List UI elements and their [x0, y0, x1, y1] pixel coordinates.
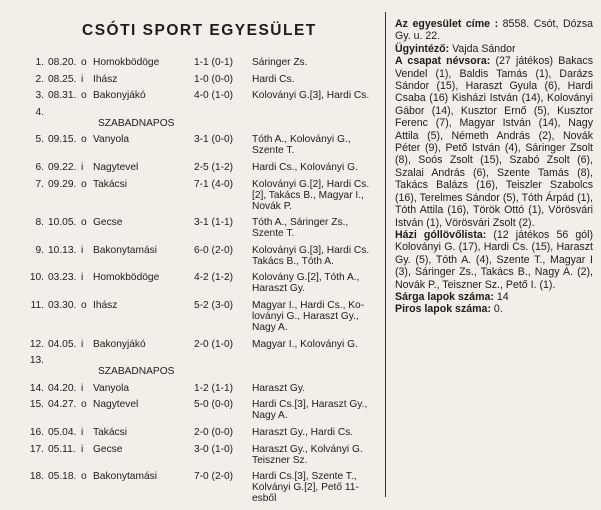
match-date: 04.20.	[48, 382, 77, 394]
match-number: 9.	[35, 244, 44, 256]
match-number: 17.	[29, 443, 44, 455]
match-opponent: Homokbödöge	[93, 272, 160, 284]
red-cards-label: Piros lapok száma:	[395, 303, 491, 316]
page-title: CSÓTI SPORT EGYESÜLET	[82, 22, 317, 39]
match-scorers: Tóth A., Sáringer Zs.,	[252, 217, 349, 229]
leader-paragraph	[395, 43, 593, 55]
match-number: 8.	[35, 217, 44, 229]
match-date: 08.25.	[48, 73, 77, 85]
match-row	[16, 179, 378, 212]
match-venue: i	[81, 161, 84, 173]
match-row	[16, 383, 378, 394]
match-scorers: Szente T.	[252, 145, 295, 157]
match-number: 14.	[29, 382, 44, 394]
match-row	[16, 90, 378, 101]
match-result: 2-0 (0-0)	[194, 426, 234, 438]
match-number: 11.	[30, 299, 44, 311]
roster-label: A csapat névsora:	[395, 55, 491, 68]
match-number: 10.	[29, 272, 44, 284]
match-row	[16, 355, 378, 377]
match-scorers: Haraszt Gy., Kolványi G.	[252, 443, 363, 455]
match-opponent: Nagytevel	[93, 161, 139, 173]
red-cards-value: 0.	[490, 303, 503, 316]
match-result: 3-0 (1-0)	[194, 443, 234, 455]
rest-day-label: SZABADNAPOS	[98, 117, 175, 129]
rest-day-label: SZABADNAPOS	[98, 366, 175, 378]
match-scorers: Magyar I., Hardi Cs., Ko-	[252, 299, 365, 311]
match-opponent: Gecse	[93, 443, 123, 455]
match-date: 09.15.	[48, 134, 77, 146]
match-row	[16, 107, 378, 129]
match-scorers: Magyar I., Koloványi G.	[252, 338, 358, 350]
match-scorers: Haraszt Gy., Hardi Cs.	[252, 426, 354, 438]
scorers-paragraph	[395, 229, 593, 291]
match-row	[16, 134, 378, 156]
match-number: 12.	[29, 338, 44, 350]
roster-paragraph	[395, 55, 593, 229]
match-result: 2-0 (1-0)	[194, 338, 234, 350]
match-venue: i	[81, 426, 84, 438]
match-scorers: Hardi Cs.	[252, 73, 295, 85]
match-result: 1-2 (1-1)	[194, 382, 234, 394]
match-venue: i	[81, 443, 84, 455]
match-scorers: Kolovány G.[2], Tóth A.,	[252, 272, 360, 284]
roster-count: (27 játékos)	[490, 55, 554, 68]
match-number: 3.	[35, 90, 44, 102]
match-opponent: Bakonyjákó	[93, 338, 146, 350]
scorers-count: (12 játékos 56 gól)	[486, 228, 593, 241]
match-number: 2.	[35, 73, 44, 85]
match-scorers: Koloványi G.[3], Hardi Cs.	[252, 90, 370, 102]
match-date: 08.20.	[48, 57, 77, 68]
match-venue: o	[81, 471, 87, 483]
match-date: 09.22.	[48, 161, 77, 173]
match-scorers: Haraszt Gy.	[252, 283, 306, 295]
match-row	[16, 444, 378, 466]
match-scorers: Koloványi G.[2], Hardi Cs.	[252, 178, 370, 190]
match-date: 04.05.	[48, 338, 77, 350]
yellow-cards-paragraph	[395, 291, 593, 303]
match-date: 10.13.	[48, 244, 77, 256]
match-date: 09.29.	[48, 178, 77, 190]
match-number: 18.	[29, 471, 44, 483]
match-venue: o	[81, 178, 87, 190]
match-result: 3-1 (0-0)	[194, 134, 234, 146]
match-number: 16.	[29, 426, 44, 438]
match-scorers: Nagy A.	[252, 410, 288, 422]
match-scorers: Kolványi G.[2], Pető 11-	[252, 482, 359, 494]
match-venue: o	[81, 299, 87, 311]
match-result: 6-0 (2-0)	[194, 244, 234, 256]
match-number: 13.	[29, 355, 44, 367]
match-result: 5-2 (3-0)	[194, 299, 234, 311]
match-date: 03.23.	[48, 272, 77, 284]
match-date: 04.27.	[48, 399, 77, 411]
leader-label: Ügyintéző:	[395, 42, 450, 55]
match-result: 4-0 (1-0)	[194, 90, 234, 102]
red-cards-paragraph	[395, 303, 593, 315]
match-opponent: Vanyola	[93, 134, 130, 146]
match-scorers: loványi G., Haraszt Gy.,	[252, 310, 359, 322]
match-scorers: Novák P.	[252, 200, 293, 212]
match-opponent: Nagytevel	[93, 399, 139, 411]
match-date: 03.30.	[48, 299, 77, 311]
match-row	[16, 399, 378, 421]
club-info	[395, 18, 593, 316]
match-scorers: [2], Takács B., Magyar I.,	[252, 189, 364, 201]
match-row	[16, 471, 378, 504]
leader-value: Vajda Sándor	[449, 42, 516, 55]
match-date: 05.11.	[48, 443, 76, 455]
column-divider	[385, 12, 386, 497]
match-venue: i	[81, 244, 84, 256]
match-row	[16, 162, 378, 173]
match-number: 4.	[35, 106, 44, 118]
match-number: 5.	[35, 134, 44, 146]
match-scorers: Teiszner Sz.	[252, 454, 308, 466]
address-value: 8558. Csót, Dózsa Gy. u. 22.	[395, 18, 594, 43]
match-scorers: Sáringer Zs.	[252, 57, 308, 68]
match-scorers: Tóth A., Koloványi G.,	[252, 134, 351, 146]
match-row	[16, 57, 378, 68]
match-opponent: Bakonytamási	[93, 471, 157, 483]
match-scorers: Hardi Cs.[3], Haraszt Gy.,	[252, 399, 368, 411]
match-opponent: Takácsi	[93, 426, 127, 438]
match-opponent: Gecse	[93, 217, 123, 229]
address-label: Az egyesület címe :	[395, 18, 499, 30]
match-result: 2-5 (1-2)	[194, 161, 234, 173]
match-venue: o	[81, 90, 87, 102]
match-venue: i	[81, 338, 84, 350]
match-scorers: Koloványi G.[3], Hardi Cs.	[252, 244, 370, 256]
match-date: 05.18.	[48, 471, 77, 483]
match-row	[16, 217, 378, 239]
match-venue: i	[81, 382, 84, 394]
match-opponent: Homokbödöge	[93, 57, 160, 68]
match-opponent: Bakonytamási	[93, 244, 157, 256]
match-venue: o	[81, 57, 87, 68]
match-date: 05.04.	[48, 426, 77, 438]
match-opponent: Ihász	[93, 299, 118, 311]
match-venue: o	[81, 399, 87, 411]
match-row	[16, 300, 378, 333]
scorers-text: Koloványi G. (17), Hardi Cs. (15), Haraszt Gy. (5), Tóth A. (4), Szente T., Magyar I (3), Sáringer Zs., Takács B., Nagy A. (2), Novák P., Teiszner Sz., Pető I. (1).	[395, 241, 593, 291]
match-result: 1-0 (0-0)	[194, 73, 234, 85]
match-scorers: Szente T.	[252, 228, 295, 240]
match-row	[16, 339, 378, 350]
match-venue: i	[81, 272, 84, 284]
match-scorers: esből	[252, 493, 277, 505]
match-scorers: Nagy A.	[252, 321, 288, 333]
address-paragraph	[395, 18, 593, 43]
match-date: 08.31.	[48, 90, 77, 102]
match-result: 1-1 (0-1)	[194, 57, 234, 68]
match-scorers: Haraszt Gy.	[252, 382, 306, 394]
match-venue: i	[81, 73, 84, 85]
yellow-cards-value: 14	[493, 290, 509, 303]
match-venue: o	[81, 217, 87, 229]
match-scorers: Hardi Cs., Koloványi G.	[252, 161, 358, 173]
match-scorers: Hardi Cs.[3], Szente T.,	[252, 471, 357, 483]
match-number: 15.	[29, 399, 44, 411]
match-number: 6.	[35, 161, 44, 173]
scorers-label: Házi góllövőlista:	[395, 228, 487, 241]
yellow-cards-label: Sárga lapok száma:	[395, 290, 494, 303]
match-row	[16, 427, 378, 438]
match-date: 10.05.	[48, 217, 77, 229]
match-number: 7.	[35, 178, 44, 190]
match-row	[16, 245, 378, 267]
match-opponent: Vanyola	[93, 382, 130, 394]
match-row	[16, 272, 378, 294]
match-opponent: Takácsi	[93, 178, 127, 190]
match-opponent: Ihász	[93, 73, 118, 85]
match-number: 1.	[35, 57, 44, 68]
match-result: 3-1 (1-1)	[194, 217, 234, 229]
match-result: 4-2 (1-2)	[194, 272, 234, 284]
match-result: 5-0 (0-0)	[194, 399, 234, 411]
match-result: 7-1 (4-0)	[194, 178, 234, 190]
match-row	[16, 74, 378, 85]
match-result: 7-0 (2-0)	[194, 471, 234, 483]
match-list	[16, 57, 378, 510]
match-venue: o	[81, 134, 87, 146]
roster-text: Bakacs Vendel (1), Baldis Tamás (1), Darázs Sándor (15), Haraszt Gyula (6), Hardi Csaba (16) Kisházi István (14), Koloványi Gábor (14), Kusztor Ernő (5), Kusztor Ferenc (7), Magyar István (14), Nagy Attila (5), Németh András (2), Novák Péter (9), Pető István (4), Sáringer Zsolt (8), Soós Zsolt (15), Szabó Zsolt (6), Szalai András (6), Szente Tamás (8), Takács Balázs (16), Teiszler Szabolcs (16), Terelmes Sándor (5), Tóth Árpád (1), Tóth Attila (16), Török Ottó (1), Vörösvári István (1), Vörösvári Zsolt (2).	[395, 55, 593, 229]
match-opponent: Bakonyjákó	[93, 90, 146, 102]
match-scorers: Takács B., Tóth A.	[252, 255, 334, 267]
